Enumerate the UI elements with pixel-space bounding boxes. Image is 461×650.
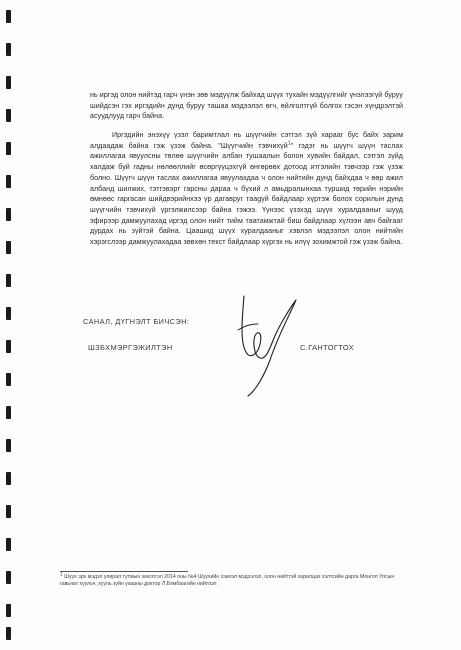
binding-hole — [6, 604, 11, 617]
binding-hole — [6, 274, 11, 287]
binding-hole — [6, 505, 11, 518]
binding-hole — [6, 373, 11, 386]
binding-hole — [6, 439, 11, 452]
footnote-reference: 1 — [287, 140, 291, 147]
position-label: ШЗБХМЭРГЭЖИЛТЭН — [88, 343, 173, 352]
binding-hole — [6, 340, 11, 353]
binding-hole — [6, 208, 11, 221]
binding-hole — [6, 43, 11, 56]
handwritten-signature — [230, 290, 300, 400]
binding-hole — [6, 10, 11, 23]
binding-hole — [6, 241, 11, 254]
paragraph-2-text-end: " гэдэг нь шүүгч шүүн таслах ажиллагаа явуулсны төлөө шүүгчийн албан тушаалын болон хувийн байдал, сэтгэл зүйд халдаж буй гадны нөлөөллийг өсөргүүцэхгүй өнгөрөөх дотоод итгэлийн тэвчээр гэж үзэж болно. Шүүгч шүүн таслах ажиллагаа явуулахдаа ч олон нийтийн дунд байхдаа ч өөр ажил албанд шилжих, тэтгэвэрт гарсны дараа ч бүхий л амьдралынхаа туршид төрийн нэрийн өмнөөс гаргасан шийдвэрийнхээ үр дагавруг тааgүй байдлаар хүртэж болох сорилын дунд шүүгчийн тэвчихүй үргэлжилсээр байна гэжээ. Үүнээс үзэхэд шүүх хуралдааныг шууд эфирээр дамжуулахад иргэд олон нийт тийм таатамжтай биш байдлаар хүлээн авч байгааг дурдах нь зүйтэй байна. Цаашид шүүх хуралдааныг хэвлэл мэдээлэл олон нийтийн хэрэгслээр дамжуулахадаа зөвхөн текст байдлаар хүргэх нь илүү зохимжтой гэж үзэж байна. — [90, 141, 403, 247]
binding-hole — [6, 627, 11, 640]
opinion-label: САНАЛ, ДҮГНЭЛТ БИЧСЭН: — [83, 317, 190, 326]
binding-hole — [6, 175, 11, 188]
paragraph-2-text-start: Иргэдийн энэхүү үзэл баримтлал нь шүүгчийн сэтгэл зүй харааг бус байх зарим алдаадаж байна гэж үзэж байна. "Шүүгчийн тэвчихүй — [90, 131, 403, 150]
body-paragraph-1: нь иргэд олон нийтэд гарч үнэн зөв мэдүүлж байхад шүүх тухайн мэдүүлгийг үнэлээгүй буруу шийдсэн гэх иргэдийн дунд буруу ташаа мэдээлэл өгч, өйлголтгүй болгох гэсэн хүндрэлтэй асуудлууд гарч байна. — [90, 91, 403, 121]
binding-hole — [6, 472, 11, 485]
footnote-marker: 1 — [60, 571, 63, 578]
footnote-divider — [60, 571, 188, 572]
signatory-name: С.ГАНТОГТОХ — [300, 343, 355, 352]
binding-hole — [6, 538, 11, 551]
binding-hole — [6, 406, 11, 419]
footnote-text: Шүүх эрх мэдэл улирал тутмын эмхэтгэл 2014 оны №4 Шүүхийн хэвлэл мэдээлэл, олон нийттэй харилцах хэлтсийн дарга Монгол Улсын гавьяат хуульч, хууль зүйн ухааны доктор Л.Бямбаагийн нийтлэл — [60, 574, 395, 588]
binding-holes — [6, 10, 14, 640]
footnote — [60, 571, 405, 589]
body-paragraph-2 — [90, 130, 403, 248]
binding-hole — [6, 109, 11, 122]
binding-hole — [6, 571, 11, 584]
binding-hole — [6, 76, 11, 89]
binding-hole — [6, 307, 11, 320]
binding-hole — [6, 142, 11, 155]
